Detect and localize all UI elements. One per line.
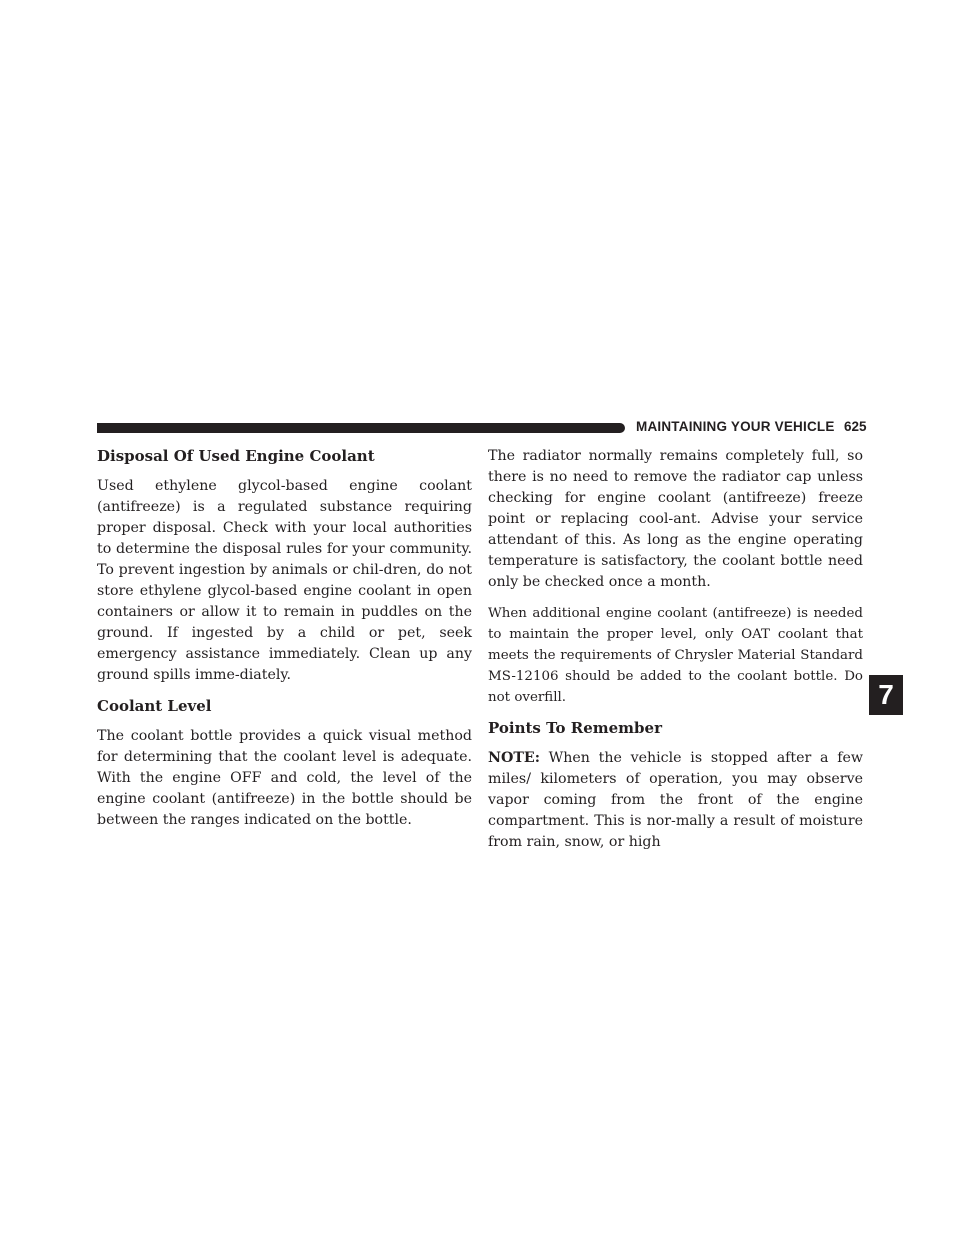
- disposal-heading: Disposal Of Used Engine Coolant: [97, 447, 375, 465]
- points-to-remember-heading: Points To Remember: [488, 719, 662, 737]
- radiator-paragraph: The radiator normally remains completely full, so there is no need to remove the radiator cap unless checking for engine coolant (antifreeze) freeze point or replacing cool-ant. Advise your service attendant of this. As long as the engine operating temperature is satisfactory, the coolant bottle need only be checked once a month.: [488, 448, 863, 590]
- header-rule: [97, 423, 625, 433]
- left-column: [97, 446, 472, 831]
- coolant-level-paragraph: The coolant bottle provides a quick visual method for determining that the coolant level is adequate. With the engine OFF and cold, the level of the engine coolant (antifreeze) in the bottle should be between the ranges indicated on the bottle.: [97, 728, 472, 828]
- disposal-paragraph: Used ethylene glycol-based engine coolant (antifreeze) is a regulated substance requiring proper disposal. Check with your local authorities to determine the disposal rules for your community. To prevent ingestion by animals or chil-dren, do not store ethylene glycol-based engine coolant in open containers or allow it to remain in puddles on the ground. If ingested by a child or pet, seek emergency assistance immediately. Clean up any ground spills imme-diately.: [97, 478, 472, 683]
- coolant-level-heading: Coolant Level: [97, 697, 212, 715]
- additional-coolant-paragraph: When additional engine coolant (antifreeze) is needed to maintain the proper level, only OAT coolant that meets the requirements of Chrysler Material Standard MS-12106 should be added to the coolant bottle. Do not overfill.: [488, 606, 863, 705]
- page-number: 625: [844, 419, 867, 434]
- note-label: NOTE:: [488, 750, 540, 766]
- note-text: When the vehicle is stopped after a few miles/ kilometers of operation, you may observe vapor coming from the front of the engine compartment. This is nor-mally a result of moisture from rain, snow, or high: [488, 750, 863, 850]
- right-column: [488, 446, 863, 853]
- running-header-section: MAINTAINING YOUR VEHICLE: [636, 419, 835, 434]
- note-paragraph: [488, 748, 863, 853]
- chapter-tab: 7: [869, 675, 903, 715]
